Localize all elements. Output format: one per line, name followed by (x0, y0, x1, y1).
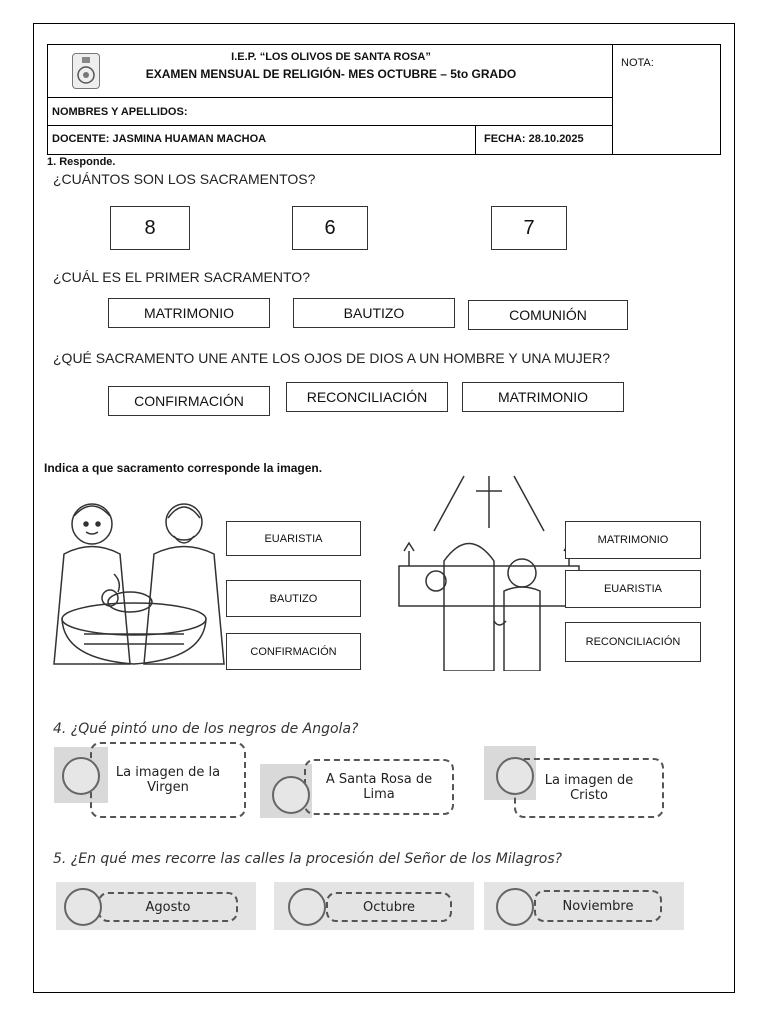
q3-option-2[interactable]: RECONCILIACIÓN (286, 382, 448, 412)
q5-option-3[interactable]: Noviembre (534, 890, 662, 922)
teacher-label: DOCENTE: JASMINA HUAMAN MACHOA (52, 133, 267, 145)
img2-option-3[interactable]: RECONCILIACIÓN (565, 622, 701, 662)
date-cell (475, 125, 613, 155)
img1-option-2[interactable]: BAUTIZO (226, 580, 361, 617)
q4-option-3[interactable]: La imagen de Cristo (514, 758, 664, 818)
question-5: 5. ¿En qué mes recorre las calles la procesión del Señor de los Milagros? (53, 851, 563, 867)
grade-cell (612, 44, 721, 155)
date-label: FECHA: 28.10.2025 (484, 133, 584, 145)
wedding-illustration (394, 471, 589, 671)
q1-option-1[interactable]: 8 (110, 206, 190, 250)
q2-option-1[interactable]: MATRIMONIO (108, 298, 270, 328)
question-4: 4. ¿Qué pintó uno de los negros de Angola? (53, 721, 359, 737)
q4-radio-2[interactable] (272, 776, 310, 814)
img1-option-1[interactable]: EUARISTIA (226, 521, 361, 556)
question-1: ¿CUÁNTOS SON LOS SACRAMENTOS? (53, 171, 316, 187)
q4-option-1[interactable]: La imagen de la Virgen (90, 742, 246, 818)
q4-radio-3[interactable] (496, 757, 534, 795)
question-3: ¿QUÉ SACRAMENTO UNE ANTE LOS OJOS DE DIOS A UN HOMBRE Y UNA MUJER? (53, 350, 611, 366)
q5-radio-3[interactable] (496, 888, 534, 926)
q5-option-1[interactable]: Agosto (98, 892, 238, 922)
header-title-cell (47, 44, 613, 98)
q4-radio-1[interactable] (62, 757, 100, 795)
section2-title: Indica a que sacramento corresponde la imagen. (44, 461, 323, 475)
section1-title: 1. Responde. (47, 156, 116, 168)
q5-option-2[interactable]: Octubre (326, 892, 452, 922)
q3-option-3[interactable]: MATRIMONIO (462, 382, 624, 412)
exam-page (33, 23, 735, 993)
school-name: I.E.P. “LOS OLIVOS DE SANTA ROSA” (231, 51, 431, 63)
img2-option-2[interactable]: EUARISTIA (565, 570, 701, 608)
names-label: NOMBRES Y APELLIDOS: (52, 106, 188, 118)
q2-option-3[interactable]: COMUNIÓN (468, 300, 628, 330)
q5-radio-2[interactable] (288, 888, 326, 926)
exam-title: EXAMEN MENSUAL DE RELIGIÓN- MES OCTUBRE – 5to GRADO (145, 67, 517, 81)
teacher-cell (47, 125, 476, 155)
q2-option-2[interactable]: BAUTIZO (293, 298, 455, 328)
grade-label: NOTA: (621, 57, 654, 69)
img2-option-1[interactable]: MATRIMONIO (565, 521, 701, 559)
q4-option-2[interactable]: A Santa Rosa de Lima (304, 759, 454, 815)
q3-option-1[interactable]: CONFIRMACIÓN (108, 386, 270, 416)
baptism-illustration (44, 484, 239, 669)
q1-option-3[interactable]: 7 (491, 206, 567, 250)
q1-option-2[interactable]: 6 (292, 206, 368, 250)
q5-radio-1[interactable] (64, 888, 102, 926)
names-cell[interactable] (47, 97, 613, 126)
question-2: ¿CUÁL ES EL PRIMER SACRAMENTO? (53, 269, 310, 285)
img1-option-3[interactable]: CONFIRMACIÓN (226, 633, 361, 670)
